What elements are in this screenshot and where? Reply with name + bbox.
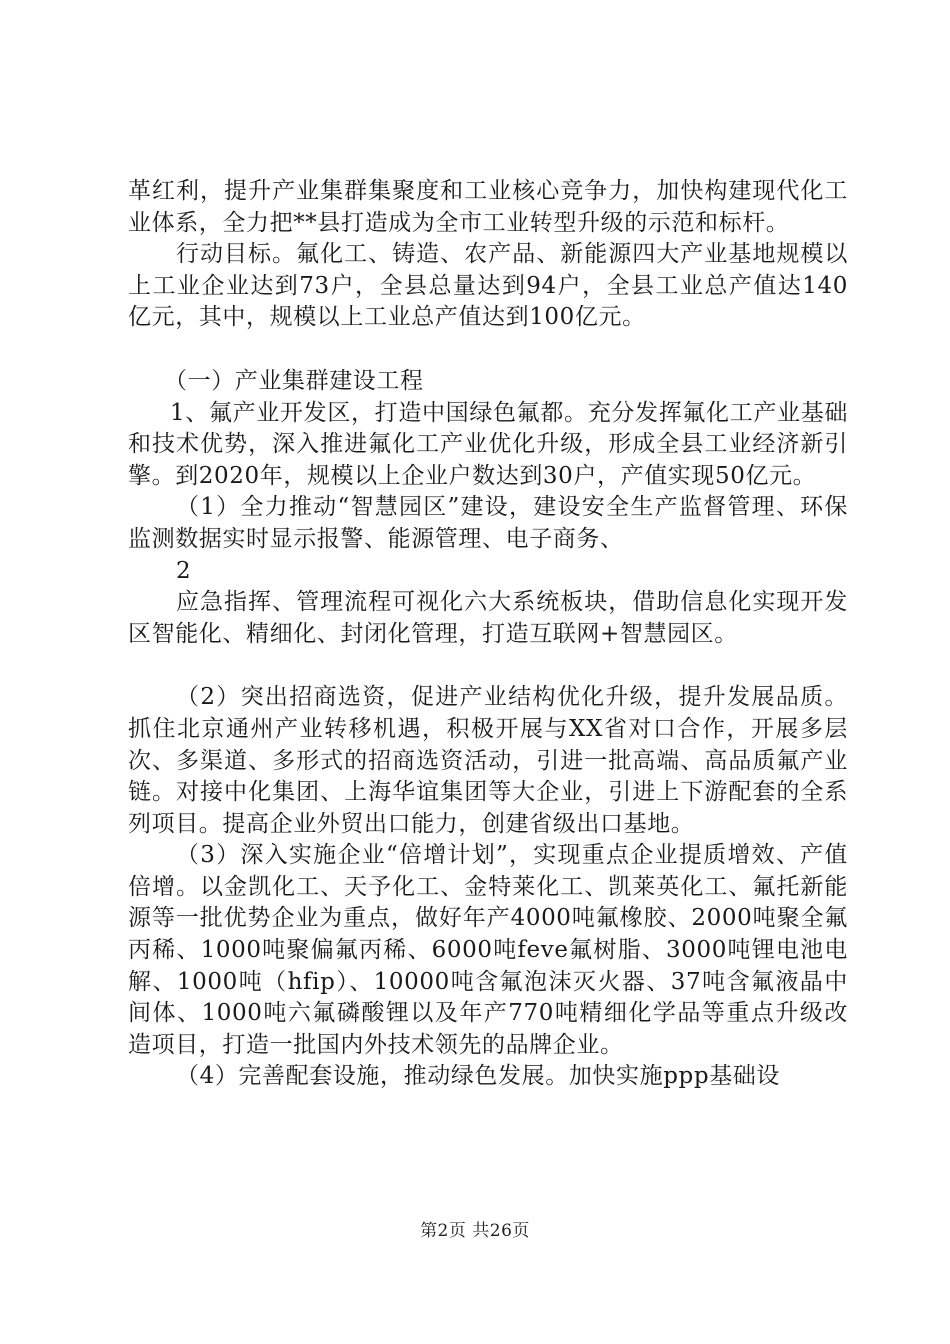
paragraph-subitem-3: （3）深入实施企业“倍增计划”，实现重点企业提质增效、产值倍增。以金凯化工、天予化工、金特莱化工、凯莱英化工、氟托新能源等一批优势企业为重点，做好年产4000吨氟橡胶、2000吨聚全氟丙稀、1000吨聚偏氟丙稀、6000吨feve氟树脂、3000吨锂电池电解、1000吨（hfip）、10000吨含氟泡沫灭火器、37吨含氟液晶中间体、1000吨六氟磷酸锂以及年产770吨精细化学品等重点升级改造项目，打造一批国内外技术领先的品牌企业。 [128, 842, 848, 1058]
paragraph-subitem-1-continued: 应急指挥、管理流程可视化六大系统板块，借助信息化实现开发区智能化、精细化、封闭化管理，打造互联网+智慧园区。 [128, 589, 848, 647]
paragraph-continuation: 革红利，提升产业集群集聚度和工业核心竞争力，加快构建现代化工业体系，全力把**县打造成为全市工业转型升级的示范和标杆。 [128, 178, 848, 236]
paragraph-item-1: 1、氟产业开发区，打造中国绿色氟都。充分发挥氟化工产业基础和技术优势，深入推进氟化工产业优化升级，形成全县工业经济新引擎。到2020年，规模以上企业户数达到30户，产值实现50亿元。 [128, 399, 848, 489]
inline-page-number: 2 [176, 557, 192, 584]
page-footer: 第2页 共26页 [420, 1221, 530, 1241]
paragraph-subitem-4: （4）完善配套设施，推动绿色发展。加快实施ppp基础设 [176, 1063, 781, 1090]
section-heading: （一）产业集群建设工程 [164, 367, 424, 394]
paragraph-subitem-2: （2）突出招商选资，促进产业结构优化升级，提升发展品质。抓住北京通州产业转移机遇，积极开展与XX省对口合作，开展多层次、多渠道、多形式的招商选资活动，引进一批高端、高品质氟产业链。对接中化集团、上海华谊集团等大企业，引进上下游配套的全系列项目。提高企业外贸出口能力，创建省级出口基地。 [128, 684, 848, 837]
paragraph-gap [128, 334, 848, 366]
document-body [128, 176, 848, 1093]
paragraph-gap [128, 650, 848, 682]
paragraph-subitem-1: （1）全力推动“智慧园区”建设，建设安全生产监督管理、环保监测数据实时显示报警、能源管理、电子商务、 [128, 494, 848, 552]
paragraph-action-goal: 行动目标。氟化工、铸造、农产品、新能源四大产业基地规模以上工业企业达到73户，全县总量达到94户，全县工业总产值达140亿元，其中，规模以上工业总产值达到100亿元。 [128, 241, 848, 331]
